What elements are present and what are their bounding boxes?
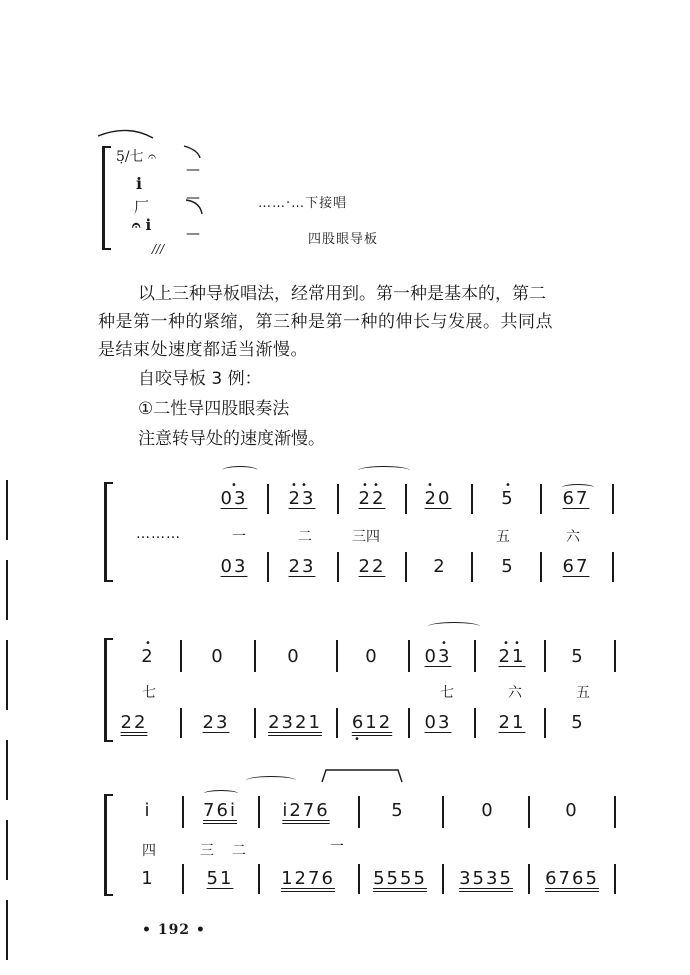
note-cell: 03 xyxy=(220,556,248,577)
note-cell: 2 xyxy=(433,556,447,577)
note-cell: i276 xyxy=(282,800,330,821)
slur xyxy=(204,790,238,797)
extension-dash: — xyxy=(186,190,200,206)
bar-line xyxy=(337,552,339,582)
note-cell: 03 xyxy=(424,646,452,667)
bar-line xyxy=(405,552,407,582)
lyric-word: 七 xyxy=(142,685,156,701)
lyric-word: 四 xyxy=(142,843,156,859)
bar-line xyxy=(182,864,184,894)
note-cell: 1276 xyxy=(281,868,335,889)
octave-dot: • xyxy=(505,480,511,491)
note-cell: 51 xyxy=(206,868,234,889)
note-cell: 5 xyxy=(501,556,515,577)
section-label: 四股眼导板 xyxy=(308,232,379,247)
note-cell: 5 xyxy=(501,488,515,509)
bar-line xyxy=(614,796,616,828)
tremolo-mark: /// xyxy=(152,242,165,256)
bar-line xyxy=(471,484,473,514)
octave-dot: • xyxy=(373,480,379,491)
slur xyxy=(428,622,480,631)
note-cell: 23 xyxy=(288,488,316,509)
octave-dot: • xyxy=(291,480,297,491)
note-cell: 22 xyxy=(358,556,386,577)
lyric-word: 三 xyxy=(200,843,214,859)
octave-dot: • xyxy=(503,638,509,649)
lyric-word: 六 xyxy=(508,685,522,701)
system-brace xyxy=(104,482,113,582)
bar-line xyxy=(358,796,360,828)
note-5-over-7: 5̣/七 𝄐 xyxy=(116,149,156,165)
note-cell: 0 xyxy=(365,646,379,667)
lyric-word: 一 xyxy=(330,839,344,855)
octave-dot: • xyxy=(145,638,151,649)
note-cell: 21 xyxy=(498,646,526,667)
bar-line xyxy=(258,864,260,894)
bar-line xyxy=(540,484,542,514)
octave-dot: • xyxy=(441,638,447,649)
bracket-ligature xyxy=(320,768,404,784)
lyric-word: 五 xyxy=(576,685,590,701)
bar-line xyxy=(405,484,407,514)
bar-line xyxy=(471,552,473,582)
bar-line xyxy=(474,640,476,672)
note-cell: 5 xyxy=(571,712,585,733)
note-cell: 612 xyxy=(351,712,393,733)
note-cell: i xyxy=(144,800,152,821)
note-cell: 23 xyxy=(288,556,316,577)
bar-line xyxy=(544,640,546,672)
tie-arc xyxy=(98,128,158,140)
bar-line xyxy=(336,708,338,738)
performance-note: 注意转导处的速度渐慢。 xyxy=(138,429,325,449)
example-title: ①二性导四股眼奏法 xyxy=(138,399,290,419)
bar-line xyxy=(180,640,182,672)
bar-line xyxy=(442,864,444,894)
bar-line xyxy=(254,708,256,738)
bar-line xyxy=(614,640,616,672)
note-cell: 2321 xyxy=(268,712,322,733)
note-cell: 0 xyxy=(287,646,301,667)
paragraph-line: 以上三种导板唱法，经常用到。第一种是基本的，第二 xyxy=(138,284,546,304)
lyric-word: 六 xyxy=(566,529,580,545)
section-heading: 自咬导板 3 例： xyxy=(138,369,262,389)
extension-dash: — xyxy=(186,162,200,178)
note-cell: 5555 xyxy=(373,868,427,889)
note-fermata-i: 𝄐 i xyxy=(132,216,152,234)
system-brace xyxy=(104,638,113,742)
octave-dot: • xyxy=(362,480,368,491)
bar-line xyxy=(612,552,614,582)
bar-line xyxy=(358,864,360,894)
bar-line xyxy=(258,796,260,828)
bar-line xyxy=(254,640,256,672)
bar-line xyxy=(442,796,444,828)
bar-line xyxy=(408,640,410,672)
note-cell: 03 xyxy=(220,488,248,509)
lead-into-singing: ……·…下接唱 xyxy=(258,196,348,211)
lyric-word: 五 xyxy=(496,529,510,545)
note-cell: 5 xyxy=(391,800,405,821)
bar-line xyxy=(528,796,530,828)
note-i: i xyxy=(136,174,143,193)
octave-dot: • xyxy=(301,480,307,491)
lyric-word: 一 xyxy=(232,529,246,545)
note-cell: 22 xyxy=(358,488,386,509)
note-cell: 67 xyxy=(562,488,590,509)
extension-dash: — xyxy=(186,226,200,242)
lyric-word: 二 xyxy=(298,529,312,545)
note-cell: 23 xyxy=(202,712,230,733)
note-cell: 67 xyxy=(562,556,590,577)
note-cell: 5 xyxy=(571,646,585,667)
bar-line xyxy=(180,708,182,738)
slur xyxy=(222,466,258,475)
scan-edge-mark xyxy=(6,900,8,960)
bar-line xyxy=(540,552,542,582)
octave-dot: • xyxy=(231,480,237,491)
note-cell: 1 xyxy=(141,868,155,889)
lyric-word: 七 xyxy=(440,685,454,701)
note-chang: 厂 xyxy=(134,198,150,216)
bar-line xyxy=(528,864,530,894)
bar-line xyxy=(267,484,269,514)
bar-line xyxy=(614,864,616,894)
note-cell: 0 xyxy=(481,800,495,821)
note-cell: 0 xyxy=(211,646,225,667)
bar-line xyxy=(474,708,476,738)
octave-dot: • xyxy=(514,638,520,649)
note-cell: 20 xyxy=(424,488,452,509)
bar-line xyxy=(544,708,546,738)
bar-line xyxy=(267,552,269,582)
note-cell: 6765 xyxy=(545,868,599,889)
scan-edge-mark xyxy=(6,820,8,880)
note-cell: 22 xyxy=(120,712,148,733)
bar-line xyxy=(408,708,410,738)
note-cell: 76i xyxy=(203,800,237,821)
low-octave-dot: • xyxy=(354,734,360,745)
octave-dot: • xyxy=(427,480,433,491)
paragraph-line: 种是第一种的紧缩，第三种是第一种的伸长与发展。共同点 xyxy=(98,312,553,332)
leader-dots: ……… xyxy=(136,526,181,542)
scan-edge-mark xyxy=(6,640,8,710)
system-brace xyxy=(104,794,113,896)
note-cell: 2 xyxy=(141,646,155,667)
system-brace xyxy=(102,146,111,250)
bar-line xyxy=(612,484,614,514)
note-cell: 21 xyxy=(498,712,526,733)
paragraph-line: 是结束处速度都适当渐慢。 xyxy=(98,340,308,360)
bar-line xyxy=(336,640,338,672)
slur xyxy=(246,776,296,785)
note-cell: 3535 xyxy=(459,868,513,889)
scan-edge-mark xyxy=(6,740,8,800)
note-cell: 03 xyxy=(424,712,452,733)
scan-edge-mark xyxy=(6,480,8,540)
lyric-word: 二 xyxy=(232,843,246,859)
bar-line xyxy=(182,796,184,828)
scan-edge-mark xyxy=(6,560,8,620)
slur xyxy=(358,466,410,475)
lyric-word: 三四 xyxy=(352,529,380,545)
bar-line xyxy=(337,484,339,514)
note-cell: 0 xyxy=(565,800,579,821)
page-number: • 192 • xyxy=(142,922,206,938)
